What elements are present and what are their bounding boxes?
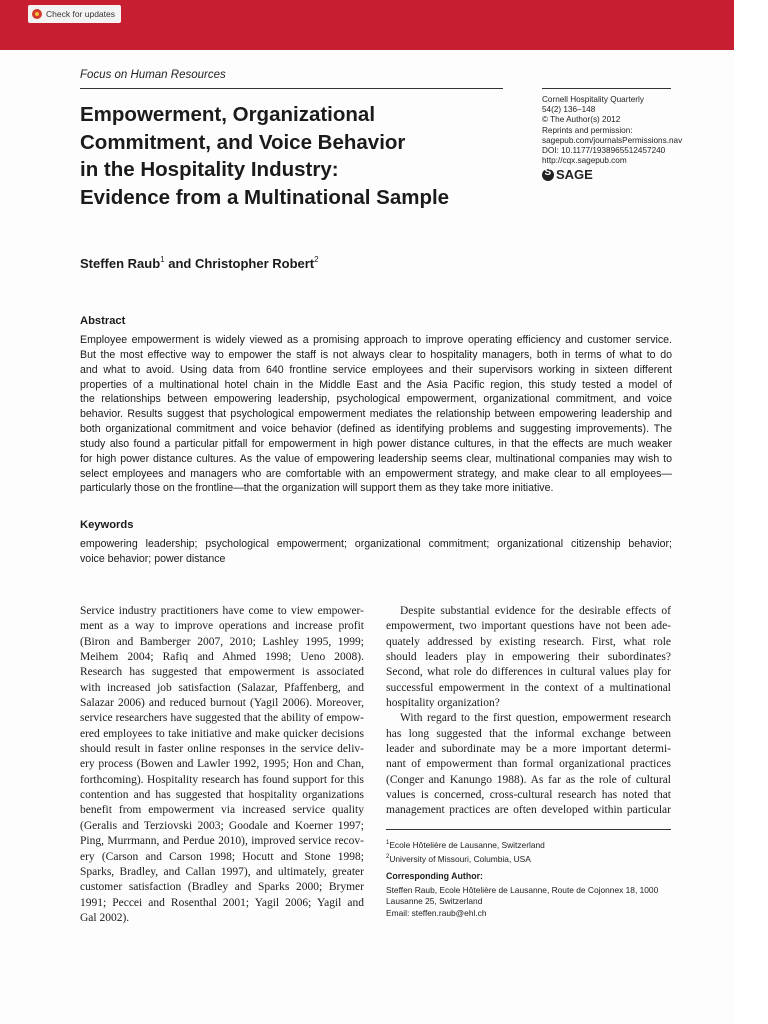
body-line: contention and has suggested that hospitality organizations: [80, 789, 364, 802]
body-line: ment as a way to improve operations and increase profit: [80, 620, 364, 633]
abstract-line: both organizational commitment and voice behavior (defined as identifying problems and suggesting improvements). The: [80, 423, 672, 436]
keywords-line: voice behavior; power distance: [80, 553, 226, 565]
journal-info: [542, 95, 732, 181]
body-line: Salazar 2006) and reduced burnout (Yagil 2006). Moreover,: [80, 697, 364, 710]
abstract-line: study also found a particular pitfall for empowerment in high power distance cultures, in that the effects are much weaker: [80, 437, 672, 450]
body-line: with increased job satisfaction (Salazar, Pfaffenberg, and: [80, 681, 364, 694]
keywords-heading: Keywords: [80, 519, 134, 531]
body-line: (Biron and Bamberger 2007, 2010; Lashley 1995, 1999;: [80, 635, 364, 648]
corresponding-line: Steffen Raub, Ecole Hôtelière de Lausanne, Route de Cojonnex 18, 1000: [386, 884, 659, 895]
abstract-line: select employees and managers who are comfortable with an empowerment strategy, and make clear to all employees—: [80, 467, 672, 480]
body-column-left: [80, 604, 364, 926]
abstract-line: the relationships between empowering leadership, psychological empowerment, organizational commitment, and voice: [80, 393, 672, 406]
body-line: Service industry practitioners have come to view empower-: [80, 605, 364, 617]
body-line: management practices are often developed within particular: [386, 804, 671, 817]
corresponding-author: [386, 871, 686, 919]
body-line: nant of empowerment than formal organizational practices: [386, 758, 671, 771]
keywords-line: empowering leadership; psychological empowerment; organizational commitment; organizational citizenship behavior;: [80, 538, 672, 550]
body-line: ered employees to take initiative and make quicker decisions: [80, 727, 364, 740]
abstract-line: behavior. Results suggest that psychological empowerment mediates the relationship between empowering leadership and: [80, 408, 672, 421]
author-affiliation-mark: 1: [160, 255, 165, 264]
abstract-body: [80, 333, 672, 496]
author-name: Christopher Robert: [194, 256, 315, 271]
journal-volume: 54(2) 136–148: [542, 105, 596, 115]
body-line: should result in faster online responses in the service deliv-: [80, 743, 364, 756]
body-line: Ping, Murrmann, and Perdue 2010), improved service recov-: [80, 835, 364, 848]
footnote-text: University of Missouri, Columbia, USA: [389, 854, 531, 864]
doi-link[interactable]: DOI: 10.1177/1938965512457240: [542, 146, 666, 156]
article-title: [80, 101, 520, 211]
abstract-line: Employee empowerment is widely viewed as a promising approach to improve operating efficiency and customer service.: [80, 334, 672, 346]
affiliation-footnotes: [386, 837, 686, 865]
abstract-heading: Abstract: [80, 315, 126, 327]
body-line: should leaders play in empowering their subordinates?: [386, 651, 671, 664]
body-line: ery process (Bowen and Lawler 1992, 1995; Hon and Chan,: [80, 758, 364, 771]
publisher-name: SAGE: [556, 167, 593, 183]
footnote-mark: 1: [386, 840, 390, 846]
header-rule-left: [80, 88, 503, 89]
body-line: (Geralis and Terziovski 2003; Goodale and Koerner 1997;: [80, 819, 364, 832]
footnote-text: Ecole Hôtelière de Lausanne, Switzerland: [389, 840, 545, 850]
journal-url-link[interactable]: http://cqx.sagepub.com: [542, 156, 627, 166]
body-line: empowerment, two important questions have not been ade-: [386, 620, 671, 633]
body-line: ery (Carson and Carson 1998; Hocutt and Stone 1998;: [80, 850, 364, 863]
body-line: (Conger and Kanungo 1988). As far as the role of cultural: [386, 773, 671, 786]
body-line: Despite substantial evidence for the desirable effects of: [400, 605, 671, 617]
body-line: 1991; Peccei and Rosenthal 2001; Yagil 2006; Yagil and: [80, 896, 364, 909]
body-line: forthcoming). Hospitality research has found support for this: [80, 773, 364, 786]
author-line: [80, 255, 319, 271]
body-line: Sparks, Bradley, and Callan 1997), and ultimately, greater: [80, 865, 364, 878]
journal-name: Cornell Hospitality Quarterly: [542, 95, 644, 104]
body-line: With regard to the first question, empowerment research: [400, 712, 671, 725]
body-line: service researchers have suggested that the ability of empow-: [80, 712, 364, 725]
body-line: Research has suggested that empowerment is associated: [80, 666, 364, 679]
body-line: hospitality organization?: [386, 697, 500, 710]
crossmark-icon: [32, 9, 42, 19]
header-bar: [0, 0, 734, 50]
body-line: has long suggested that the informal exchange between: [386, 727, 671, 740]
body-line: benefit from empowerment via increased service quality: [80, 804, 364, 817]
body-line: quately addressed by existing research. First, what role: [386, 635, 671, 648]
body-column-right: [386, 604, 671, 819]
abstract-line: for high power distance cultures. As the value of empowering leadership seems clear, multinational companies may wish to: [80, 452, 672, 465]
body-line: Second, what role do differences in cultural values play for: [386, 666, 671, 679]
footnote: [386, 837, 686, 851]
title-line: Commitment, and Voice Behavior: [80, 130, 406, 154]
body-line: leader and subordinate may be a more important determi-: [386, 743, 671, 756]
check-for-updates-label: Check for updates: [46, 9, 115, 19]
author-affiliation-mark: 2: [314, 255, 319, 264]
footnote-rule: [386, 829, 671, 830]
author-conjunction: and: [164, 256, 195, 271]
corresponding-line: Lausanne 25, Switzerland: [386, 896, 483, 906]
sage-logo-icon: [542, 169, 554, 181]
body-line: customer satisfaction (Bradley and Sparks 2000; Brymer: [80, 881, 364, 894]
title-line: Empowerment, Organizational: [80, 103, 376, 126]
permissions-link[interactable]: sagepub.com/journalsPermissions.nav: [542, 135, 683, 145]
title-line: Evidence from a Multinational Sample: [80, 185, 450, 209]
header-rule-right: [542, 88, 671, 89]
reprints-label: Reprints and permission:: [542, 125, 633, 135]
body-line: values is concerned, cross-cultural research has noted that: [386, 789, 671, 802]
publisher-logo: [542, 169, 732, 181]
footnote: [386, 851, 686, 865]
body-line: successful empowerment in the context of a multinational: [386, 681, 671, 694]
keywords-body: [80, 537, 672, 567]
abstract-line: and what to avoid. Using data from 640 frontline service employees and their supervisors working in sixteen different: [80, 363, 672, 376]
corresponding-heading: Corresponding Author:: [386, 871, 483, 881]
section-label: Focus on Human Resources: [80, 69, 226, 81]
body-line: Meihem 2004; Rafiq and Ahmed 1998; Ueno 2008).: [80, 651, 364, 664]
corresponding-email[interactable]: Email: steffen.raub@ehl.ch: [386, 907, 487, 918]
copyright: © The Author(s) 2012: [542, 115, 621, 125]
body-line: Gal 2002).: [80, 911, 130, 924]
title-line: in the Hospitality Industry:: [80, 158, 339, 181]
abstract-line: properties of a multinational hotel chain in the Middle East and the Asia Pacific region, this study tested a model of: [80, 378, 672, 391]
check-for-updates-button[interactable]: [28, 5, 121, 23]
abstract-line: particularly those on the frontline—that the organization will support them as they take more initiative.: [80, 482, 554, 495]
page-margin-strip: [734, 0, 768, 1024]
author-name: Steffen Raub: [80, 256, 161, 271]
abstract-line: But the most effective way to empower the staff is not always clear to hospitality managers, both in terms of what to do: [80, 348, 672, 361]
footnote-mark: 2: [386, 854, 390, 860]
